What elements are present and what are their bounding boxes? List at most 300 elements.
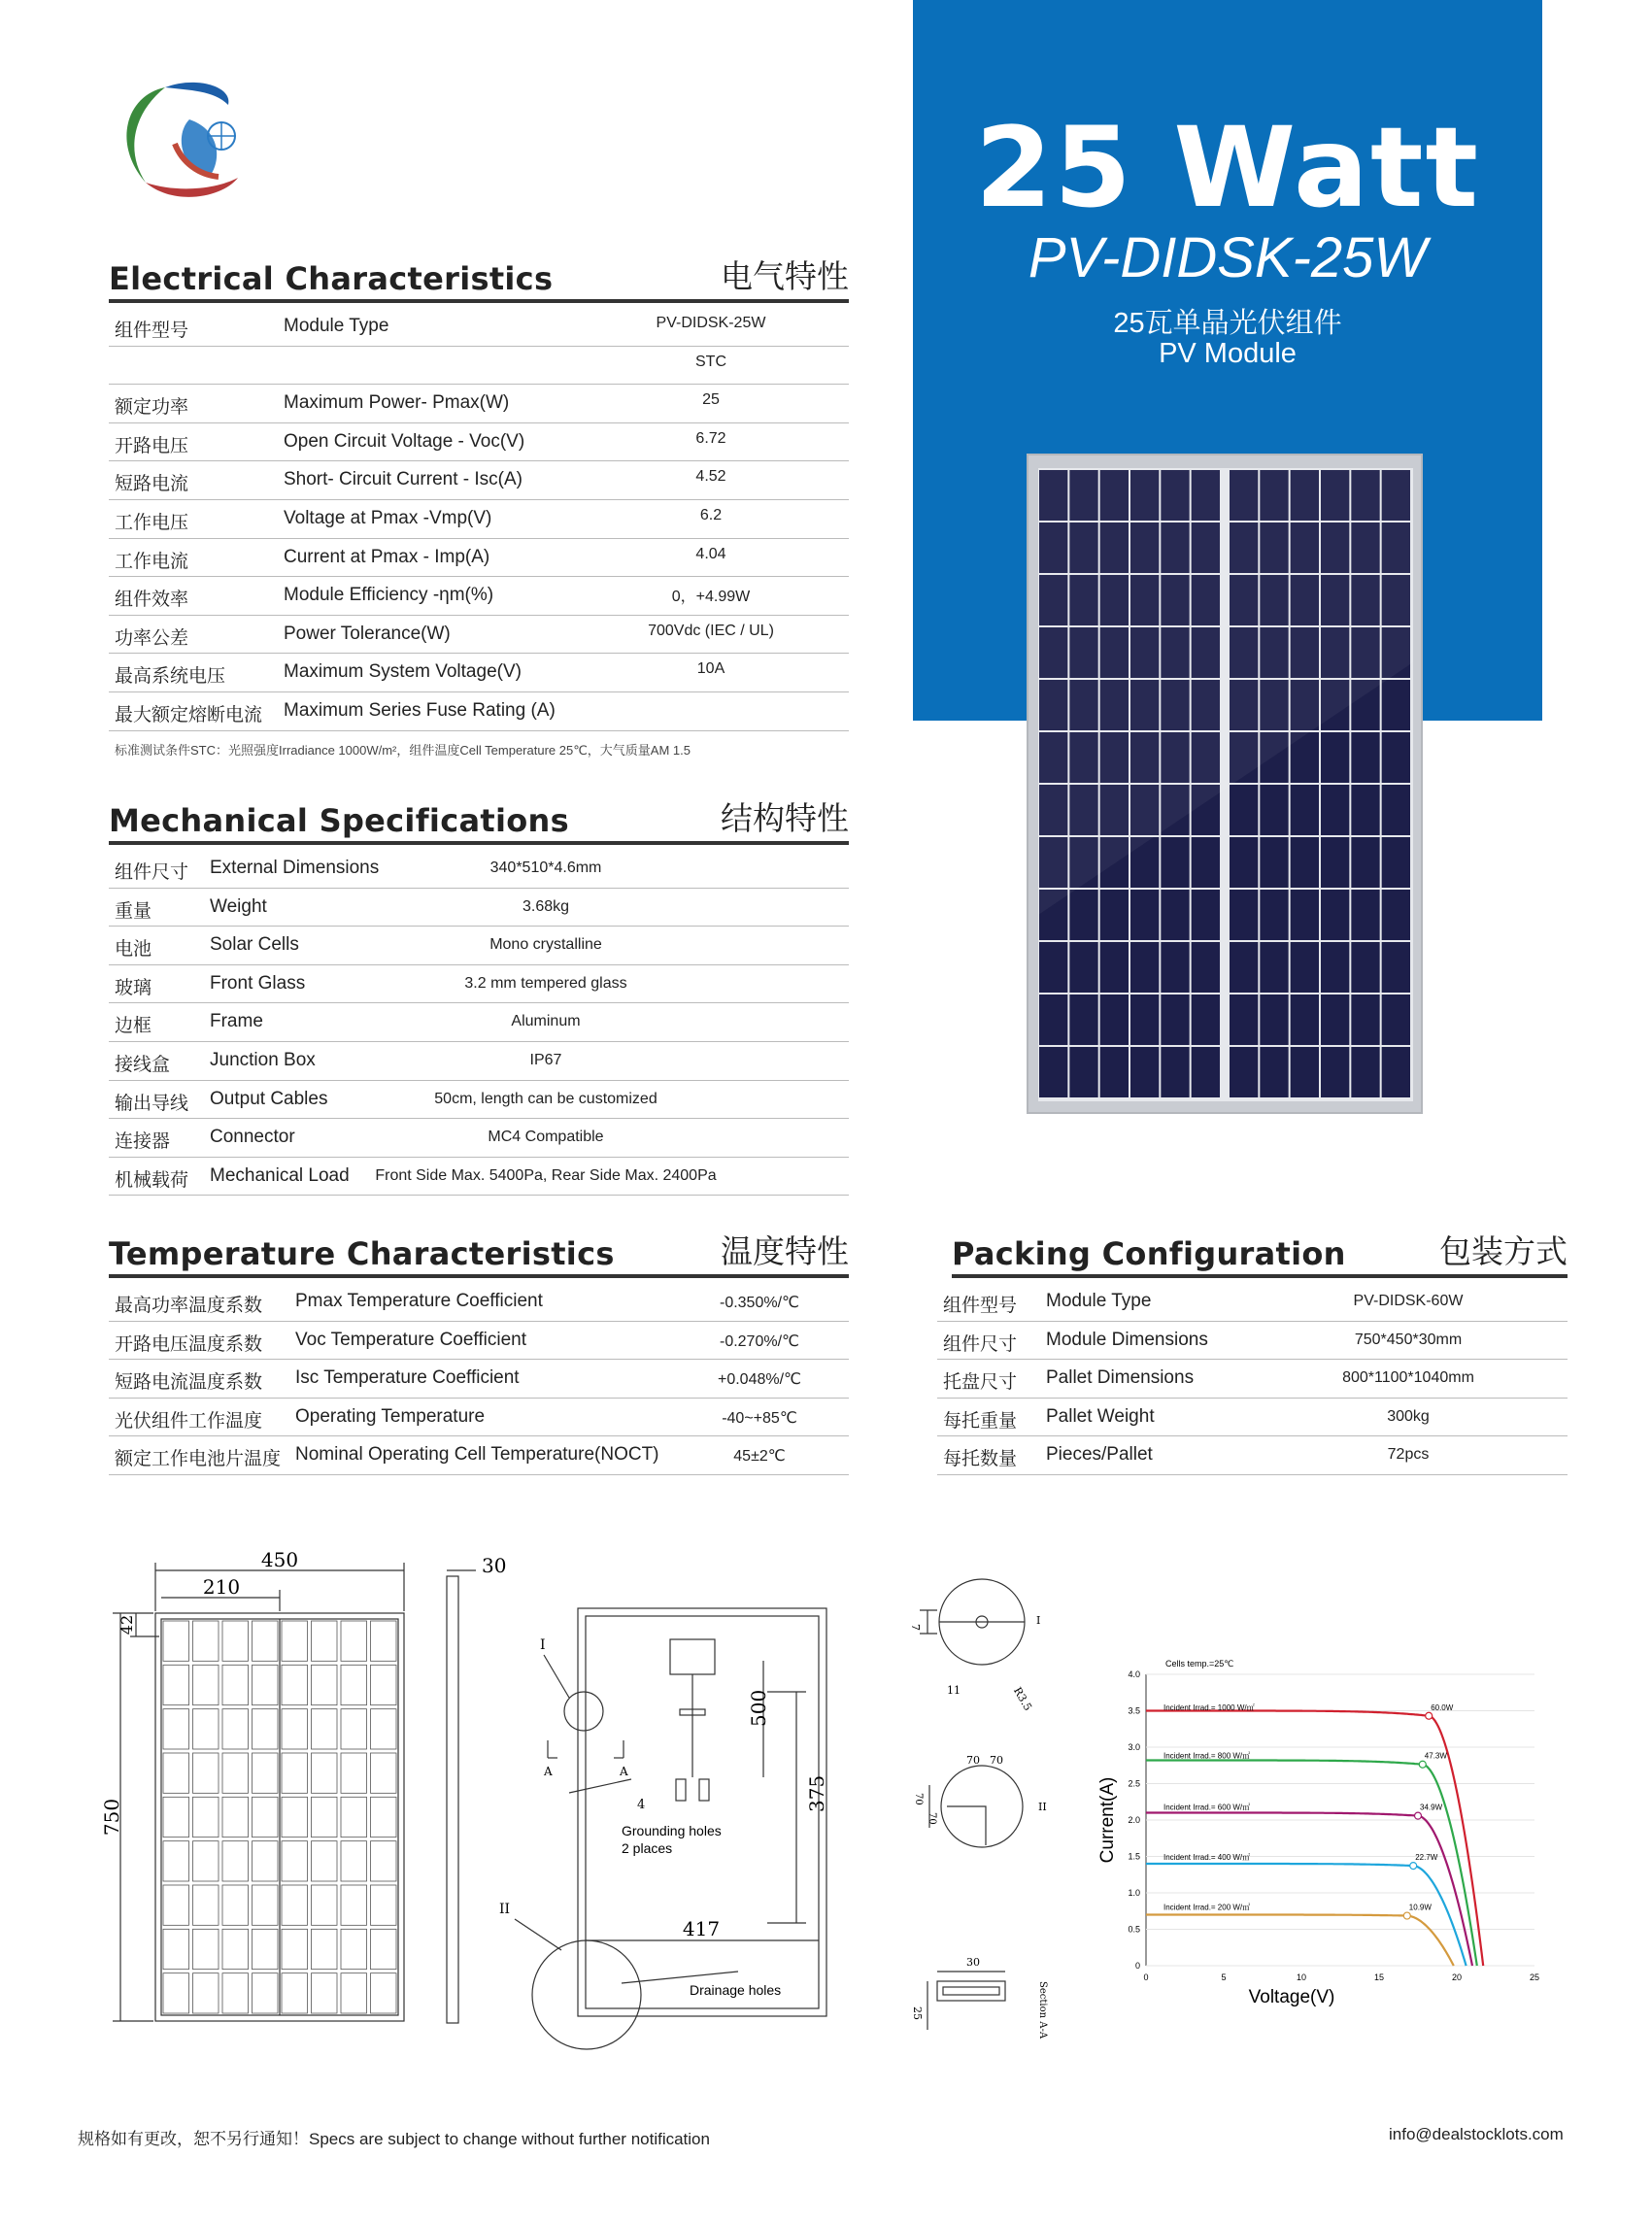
temperature-table (109, 1282, 849, 1476)
label-A-left: A (544, 1765, 553, 1778)
detail-drawings (908, 1573, 1063, 2069)
panel-cell (1192, 1047, 1220, 1097)
mpp-point (1419, 1761, 1426, 1768)
row-value: 45±2℃ (733, 1448, 786, 1466)
table-row (109, 1398, 849, 1437)
panel-cell (1291, 995, 1319, 1045)
row-label-cn: 托盘尺寸 (943, 1372, 1018, 1394)
front-view-cell (253, 1973, 279, 2013)
front-view-cell (193, 1709, 219, 1749)
row-label-cn: 组件型号 (115, 320, 189, 341)
row-label-cn: 最高功率温度系数 (115, 1296, 263, 1316)
front-view-cell (371, 1973, 397, 2013)
panel-cell (1321, 1047, 1349, 1097)
mechanical-header (109, 798, 849, 845)
front-view-cell (312, 1753, 338, 1793)
banner-subtitle-cn: 25瓦单晶光伏组件 (1113, 308, 1342, 339)
row-value: 4.04 (695, 545, 726, 562)
row-label-cn: 组件尺寸 (943, 1333, 1018, 1355)
row-label-en: Module Efficiency -ηm(%) (284, 585, 494, 606)
panel-cell (1039, 995, 1067, 1045)
front-view-cell (341, 1973, 367, 2013)
y-tick-label: 1.5 (1128, 1851, 1140, 1862)
front-view-cell (222, 1797, 249, 1837)
panel-cell (1230, 785, 1258, 835)
row-label-en: Short- Circuit Current - Isc(A) (284, 469, 523, 490)
panel-cell (1130, 995, 1159, 1045)
dim-750: 750 (100, 1798, 123, 1837)
front-view-cell (341, 1885, 367, 1925)
front-view-cell (163, 1797, 189, 1837)
table-row (937, 1359, 1568, 1399)
front-view-cell (371, 1885, 397, 1925)
front-view-cell (253, 1709, 279, 1749)
front-view-cell (282, 1753, 308, 1793)
panel-cell (1130, 1047, 1159, 1097)
row-label-en: Module Dimensions (1046, 1329, 1208, 1350)
row-label-cn: 工作电压 (115, 513, 189, 533)
front-view-cell (371, 1753, 397, 1793)
front-view-cell (341, 1929, 367, 1969)
front-view-cell (312, 1841, 338, 1881)
panel-cell (1291, 785, 1319, 835)
mpp-label: 47.3W (1424, 1751, 1447, 1761)
x-tick-label: 5 (1221, 1972, 1227, 1982)
panel-cell (1260, 837, 1288, 888)
row-label-en: Pallet Dimensions (1046, 1367, 1195, 1389)
panel-cell (1130, 890, 1159, 940)
temperature-header (109, 1231, 849, 1278)
table-row (109, 1321, 849, 1361)
mpp-point (1415, 1812, 1422, 1819)
table-row (937, 1435, 1568, 1475)
grounding-label-2: 2 places (622, 1840, 673, 1856)
front-view-cell (253, 1841, 279, 1881)
electrical-title-cn: 电气特性 (721, 258, 849, 294)
front-view-cell (341, 1621, 367, 1661)
y-tick-label: 4.0 (1128, 1669, 1140, 1679)
panel-cell (1161, 942, 1189, 993)
front-view-cell (312, 1665, 338, 1704)
y-tick-label: 0.5 (1128, 1924, 1140, 1935)
row-label-cn: 额定功率 (115, 397, 189, 419)
front-view-cell (312, 1885, 338, 1925)
panel-cell (1260, 890, 1288, 940)
panel-cell (1100, 942, 1129, 993)
iv-series-line (1146, 1915, 1454, 1967)
table-row (109, 964, 849, 1004)
row-label-en: Power Tolerance(W) (284, 623, 451, 644)
panel-cell (1039, 1047, 1067, 1097)
panel-cell (1192, 995, 1220, 1045)
front-view-cell (371, 1709, 397, 1749)
panel-cell (1351, 1047, 1379, 1097)
panel-cell (1382, 1047, 1410, 1097)
packing-title-en: Packing Configuration (952, 1235, 1346, 1272)
row-label-en: Current at Pmax - Imp(A) (284, 546, 490, 567)
row-label-cn: 功率公差 (115, 627, 189, 649)
panel-cell (1161, 890, 1189, 940)
series-label: Incident Irrad.= 600 W/㎡ (1163, 1803, 1251, 1812)
panel-cell (1351, 837, 1379, 888)
table-row (109, 653, 849, 692)
row-value: -40~+85℃ (722, 1409, 797, 1427)
panel-cell (1321, 995, 1349, 1045)
row-value: 10A (696, 660, 725, 678)
row-label-cn: 每托重量 (943, 1410, 1018, 1432)
front-view-cell (341, 1709, 367, 1749)
panel-cell (1260, 942, 1288, 993)
panel-cell (1351, 995, 1379, 1045)
front-view-cell (282, 1885, 308, 1925)
y-axis-label: Current(A) (1097, 1776, 1118, 1864)
row-label-cn: 组件效率 (115, 590, 189, 611)
panel-cell (1382, 732, 1410, 783)
row-value: MC4 Compatible (488, 1129, 604, 1146)
electrical-header (109, 256, 849, 303)
table-row (937, 1398, 1568, 1437)
packing-table (937, 1282, 1568, 1476)
front-view-cell (193, 1885, 219, 1925)
detail-label-I: I (1036, 1614, 1041, 1627)
panel-cell (1230, 942, 1258, 993)
table-row (109, 1435, 849, 1475)
front-view-cell (341, 1753, 367, 1793)
table-row (109, 1118, 849, 1158)
panel-cell (1382, 890, 1410, 940)
table-row (109, 1359, 849, 1399)
section-aa-label: Section A-A (1037, 1981, 1048, 2040)
row-label-cn: 光伏组件工作温度 (115, 1410, 263, 1432)
row-label-cn: 最高系统电压 (115, 666, 226, 688)
row-label-en: Pmax Temperature Coefficient (295, 1291, 543, 1311)
front-view-cell (222, 1621, 249, 1661)
table-row (109, 1282, 849, 1322)
label-II: II (499, 1902, 511, 1917)
front-view-cell (163, 1665, 189, 1704)
front-view-cell (253, 1797, 279, 1837)
row-label-cn: 开路电压 (115, 435, 189, 456)
iv-series-line (1146, 1711, 1483, 1967)
mpp-point (1403, 1912, 1410, 1919)
detail-dim-25: 25 (911, 2006, 924, 2020)
y-tick-label: 3.5 (1128, 1705, 1140, 1716)
mechanical-table (109, 849, 849, 1198)
front-view-cell (253, 1753, 279, 1793)
row-label-cn: 电池 (115, 939, 152, 961)
front-view-cell (163, 1753, 189, 1793)
front-view-cell (253, 1621, 279, 1661)
panel-cell (1351, 785, 1379, 835)
front-view-cell (282, 1929, 308, 1969)
series-label: Incident Irrad.= 800 W/㎡ (1163, 1751, 1251, 1761)
row-value: STC (695, 353, 726, 370)
front-view-cell (222, 1973, 249, 2013)
table-row (109, 1041, 849, 1081)
company-logo (107, 76, 253, 212)
panel-cell (1382, 785, 1410, 835)
row-label-en: Weight (210, 895, 267, 917)
front-view-cell (282, 1841, 308, 1881)
panel-cell (1230, 995, 1258, 1045)
row-label-en: Nominal Operating Cell Temperature(NOCT) (295, 1444, 659, 1466)
front-view-cell (341, 1841, 367, 1881)
x-tick-label: 10 (1296, 1972, 1307, 1982)
row-value: +0.048%/℃ (717, 1371, 802, 1389)
table-row (937, 1282, 1568, 1322)
front-view-cell (222, 1709, 249, 1749)
panel-cell (1039, 942, 1067, 993)
front-view-cell (282, 1665, 308, 1704)
iv-curve-chart (1088, 1641, 1564, 2020)
detail-dim-r: R3.5 (1010, 1685, 1035, 1713)
row-label-en: Isc Temperature Coefficient (295, 1367, 520, 1389)
panel-cell (1321, 785, 1349, 835)
footer-disclaimer: 规格如有更改，恕不另行通知！Specs are subject to change without further notification (78, 2130, 710, 2148)
row-label-en: Open Circuit Voltage - Voc(V) (284, 430, 525, 452)
y-tick-label: 3.0 (1128, 1742, 1140, 1752)
x-tick-label: 15 (1373, 1972, 1385, 1982)
electrical-title-en: Electrical Characteristics (109, 260, 554, 297)
detail-dim-30: 30 (966, 1956, 980, 1969)
front-view-cell (193, 1665, 219, 1704)
front-view-cell (371, 1929, 397, 1969)
series-label: Incident Irrad.= 200 W/㎡ (1163, 1903, 1251, 1912)
panel-cell (1321, 837, 1349, 888)
dim-210: 210 (202, 1575, 241, 1599)
front-view-cell (371, 1841, 397, 1881)
row-value: 300kg (1387, 1407, 1430, 1425)
front-view-cell (312, 1929, 338, 1969)
panel-cell (1321, 942, 1349, 993)
row-label-cn: 短路电流温度系数 (115, 1372, 263, 1394)
panel-cell (1260, 995, 1288, 1045)
label-A-right: A (620, 1765, 628, 1778)
row-value: Mono crystalline (489, 936, 602, 954)
table-row (109, 460, 849, 500)
row-value: 700Vdc (IEC / UL) (648, 622, 774, 639)
row-label-en: Output Cables (210, 1088, 328, 1109)
panel-cell (1260, 785, 1288, 835)
table-row (937, 1321, 1568, 1361)
row-label-en: Front Glass (210, 972, 306, 994)
row-label-en: Module Type (284, 316, 389, 336)
row-label-cn: 最大额定熔断电流 (115, 705, 263, 725)
detail-dim-7: 7 (909, 1624, 922, 1631)
banner-watt: 25 Watt (975, 103, 1480, 232)
row-label-en: Voc Temperature Coefficient (295, 1329, 526, 1350)
row-label-cn: 重量 (115, 900, 152, 922)
y-tick-label: 2.0 (1128, 1815, 1140, 1825)
front-view-cell (253, 1665, 279, 1704)
row-value: 6.2 (699, 507, 723, 523)
row-value: -0.270%/℃ (719, 1332, 799, 1350)
table-row (109, 691, 849, 731)
table-row (109, 926, 849, 965)
y-tick-label: 2.5 (1128, 1778, 1140, 1789)
row-label-en: Mechanical Load (210, 1164, 350, 1186)
electrical-table (109, 307, 849, 725)
front-view-cell (282, 1621, 308, 1661)
row-value: PV-DIDSK-25W (656, 315, 766, 331)
row-label-cn: 每托数量 (943, 1449, 1018, 1470)
row-label-cn: 接线盒 (115, 1055, 171, 1075)
row-label-en: Maximum Series Fuse Rating (A) (284, 700, 556, 721)
x-tick-label: 20 (1451, 1972, 1463, 1982)
panel-cell (1291, 837, 1319, 888)
mechanical-title-en: Mechanical Specifications (109, 802, 569, 839)
mpp-point (1426, 1712, 1433, 1719)
row-label-cn: 组件尺寸 (115, 862, 189, 883)
row-value: 72pcs (1387, 1446, 1430, 1464)
row-label-cn: 机械载荷 (115, 1169, 189, 1191)
panel-cell (1351, 890, 1379, 940)
table-row (109, 384, 849, 423)
panel-cell (1382, 942, 1410, 993)
dim-4: 4 (637, 1798, 646, 1812)
front-view-cell (193, 1621, 219, 1661)
panel-cell (1069, 942, 1097, 993)
row-value: PV-DIDSK-60W (1353, 1293, 1464, 1309)
front-view-cell (193, 1797, 219, 1837)
row-label-en: Solar Cells (210, 934, 299, 956)
table-row (109, 888, 849, 927)
row-label-en: Maximum System Voltage(V) (284, 661, 522, 683)
front-view-cell (163, 1709, 189, 1749)
table-row (109, 346, 849, 386)
row-value: -0.350%/℃ (719, 1295, 799, 1311)
panel-cell (1321, 890, 1349, 940)
row-value: 750*450*30mm (1354, 1331, 1463, 1348)
front-view-cell (282, 1973, 308, 2013)
x-tick-label: 25 (1529, 1972, 1540, 1982)
row-label-en: Maximum Power- Pmax(W) (284, 392, 510, 414)
detail-label-II: II (1038, 1801, 1047, 1813)
panel-cell (1130, 942, 1159, 993)
footer-email[interactable]: info@dealstocklots.com (1389, 2125, 1564, 2143)
mpp-label: 22.7W (1415, 1853, 1438, 1863)
row-label-cn: 开路电压温度系数 (115, 1333, 263, 1355)
iv-series-line (1146, 1813, 1472, 1967)
row-label-cn: 输出导线 (115, 1093, 189, 1114)
row-label-en: Voltage at Pmax -Vmp(V) (284, 508, 492, 528)
back-view-drawing (486, 1602, 874, 2059)
mpp-label: 10.9W (1408, 1903, 1432, 1912)
panel-cell (1291, 1047, 1319, 1097)
row-label-en: Pallet Weight (1046, 1405, 1155, 1427)
front-view-cell (312, 1621, 338, 1661)
front-view-cell (282, 1709, 308, 1749)
panel-cell (1382, 995, 1410, 1045)
row-value: 6.72 (695, 429, 726, 447)
series-label: Incident Irrad.= 400 W/㎡ (1163, 1853, 1251, 1863)
front-view-cell (193, 1841, 219, 1881)
panel-cell (1351, 732, 1379, 783)
panel-cell (1351, 942, 1379, 993)
panel-cell (1192, 890, 1220, 940)
panel-cell (1192, 942, 1220, 993)
panel-cell (1161, 1047, 1189, 1097)
panel-cell (1069, 890, 1097, 940)
row-label-cn: 额定工作电池片温度 (115, 1449, 282, 1470)
row-value: Aluminum (511, 1013, 581, 1030)
row-value: 50cm, length can be customized (434, 1090, 657, 1107)
panel-cell (1230, 837, 1258, 888)
dim-42: 42 (118, 1614, 136, 1635)
temperature-title-en: Temperature Characteristics (109, 1235, 615, 1272)
panel-cell (1100, 890, 1129, 940)
front-view-cell (163, 1621, 189, 1661)
front-view-cell (253, 1929, 279, 1969)
row-label-cn: 边框 (115, 1016, 152, 1037)
banner-model: PV-DIDSK-25W (1028, 226, 1428, 289)
front-view-cell (371, 1621, 397, 1661)
solar-panel-image (1027, 454, 1423, 1114)
row-label-en: Frame (210, 1011, 263, 1032)
front-view-cell (222, 1885, 249, 1925)
front-view-cell (341, 1797, 367, 1837)
front-view-drawing (97, 1549, 486, 2044)
dim-417: 417 (682, 1917, 721, 1940)
front-view-cell (312, 1973, 338, 2013)
row-label-cn: 玻璃 (115, 977, 152, 998)
panel-cell (1069, 995, 1097, 1045)
row-label-en: Junction Box (210, 1050, 316, 1070)
front-view-cell (222, 1753, 249, 1793)
front-view-cell (253, 1885, 279, 1925)
front-view-cell (193, 1753, 219, 1793)
row-value: IP67 (529, 1052, 562, 1068)
dim-30: 30 (482, 1554, 507, 1577)
panel-cell (1100, 1047, 1129, 1097)
front-view-cell (163, 1841, 189, 1881)
label-I: I (540, 1637, 546, 1653)
row-label-en: Pieces/Pallet (1046, 1444, 1153, 1466)
table-row (109, 615, 849, 655)
table-row (109, 1080, 849, 1120)
front-view-cell (371, 1797, 397, 1837)
detail-dim-11: 11 (947, 1684, 961, 1697)
panel-cell (1260, 1047, 1288, 1097)
row-label-en: External Dimensions (210, 858, 380, 878)
row-label-en: Module Type (1046, 1291, 1152, 1311)
mpp-label: 60.0W (1431, 1702, 1454, 1712)
row-value: Front Side Max. 5400Pa, Rear Side Max. 2400Pa (375, 1166, 717, 1184)
mpp-point (1410, 1863, 1417, 1870)
table-row (109, 576, 849, 616)
packing-title-cn: 包装方式 (1439, 1233, 1568, 1269)
table-row (109, 422, 849, 462)
panel-cell (1100, 995, 1129, 1045)
mpp-label: 34.9W (1420, 1803, 1443, 1812)
panel-cell (1321, 732, 1349, 783)
dim-375: 375 (805, 1774, 828, 1812)
panel-cell (1382, 680, 1410, 730)
panel-cell (1161, 995, 1189, 1045)
table-row (109, 538, 849, 578)
table-row (109, 849, 849, 889)
dim-500: 500 (747, 1689, 770, 1727)
row-value: 0，+4.99W (671, 589, 751, 606)
banner-subtitle-en: PV Module (1159, 338, 1297, 369)
front-view-cell (312, 1797, 338, 1837)
front-view-cell (222, 1841, 249, 1881)
row-label-en: Connector (210, 1127, 295, 1148)
row-value: 800*1100*1040mm (1342, 1369, 1474, 1387)
front-view-cell (341, 1665, 367, 1704)
panel-cell (1230, 890, 1258, 940)
y-tick-label: 0 (1134, 1961, 1140, 1971)
